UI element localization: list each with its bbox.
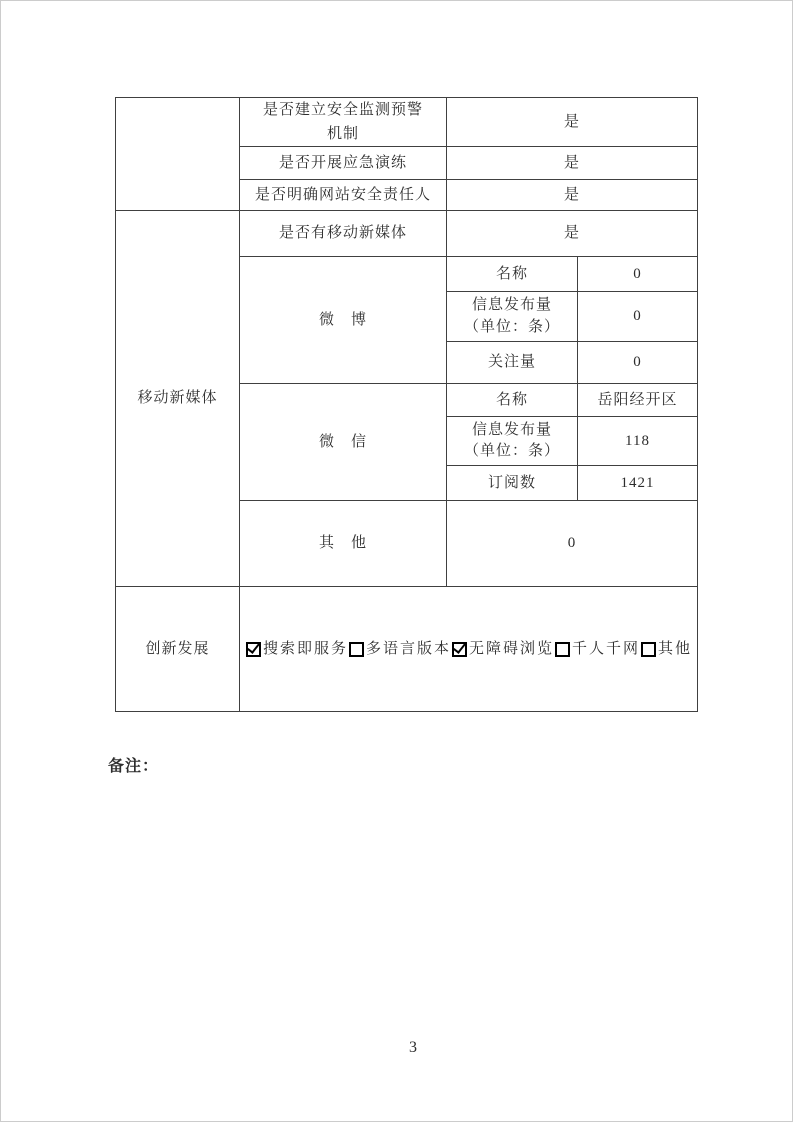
checkbox-icon [641,642,656,657]
innovation-options-row [240,638,697,661]
wechat-posts-value: 118 [578,417,698,466]
has-mobile-answer: 是 [447,211,698,257]
security-answer-monitoring: 是 [447,98,698,147]
weibo-name-label: 名称 [447,257,578,292]
weibo-name-value: 0 [578,257,698,292]
weibo-posts-label-line1: 信息发布量 [471,297,552,313]
weibo-group-cell: 微 博 [240,257,447,384]
wechat-posts-label-line2: （单位：条） [463,443,560,460]
security-answer-drill: 是 [447,147,698,180]
wechat-subscribers-value: 1421 [578,466,698,501]
innovation-option-multilingual [348,638,451,661]
innovation-option-other [640,638,692,661]
innovation-option-label: 多语言版本 [365,640,451,657]
innovation-option-search-service [245,638,348,661]
innovation-option-label: 搜索即服务 [262,640,348,657]
checkbox-icon [349,642,364,657]
weibo-followers-label: 关注量 [447,342,578,384]
other-media-value: 0 [447,501,698,587]
report-table [115,97,698,712]
checkbox-icon [246,642,261,657]
security-answer-responsible: 是 [447,180,698,211]
weibo-posts-label [447,292,578,342]
wechat-name-label: 名称 [447,384,578,417]
innovation-option-label: 千人千网 [572,640,641,657]
innovation-option-label: 无障碍浏览 [469,640,555,657]
weibo-posts-label-line2: （单位：条） [463,318,560,335]
security-question-label: 是否建立安全监测预警机制 [262,102,423,142]
checkbox-icon [452,642,467,657]
has-mobile-question: 是否有移动新媒体 [240,211,447,257]
weibo-posts-value: 0 [578,292,698,342]
other-media-label: 其 他 [240,501,447,587]
security-question-monitoring [240,98,447,147]
innovation-option-label: 其他 [658,640,693,657]
wechat-posts-label [447,417,578,466]
innovation-options-cell [240,587,698,712]
security-question-responsible: 是否明确网站安全责任人 [240,180,447,211]
group-label-mobile-media: 移动新媒体 [116,211,240,587]
wechat-posts-label-line1: 信息发布量 [471,421,552,438]
page-number: 3 [409,1039,417,1056]
wechat-name-value: 岳阳经开区 [578,384,698,417]
group-label-innovation: 创新发展 [116,587,240,712]
weibo-followers-value: 0 [578,342,698,384]
security-group-cell [116,98,240,211]
security-question-drill: 是否开展应急演练 [240,147,447,180]
innovation-option-personalized [554,638,640,661]
remarks-label: 备注： [108,758,160,775]
wechat-group-cell: 微 信 [240,384,447,501]
wechat-subscribers-label: 订阅数 [447,466,578,501]
checkbox-icon [555,642,570,657]
innovation-option-accessibility [451,638,554,661]
